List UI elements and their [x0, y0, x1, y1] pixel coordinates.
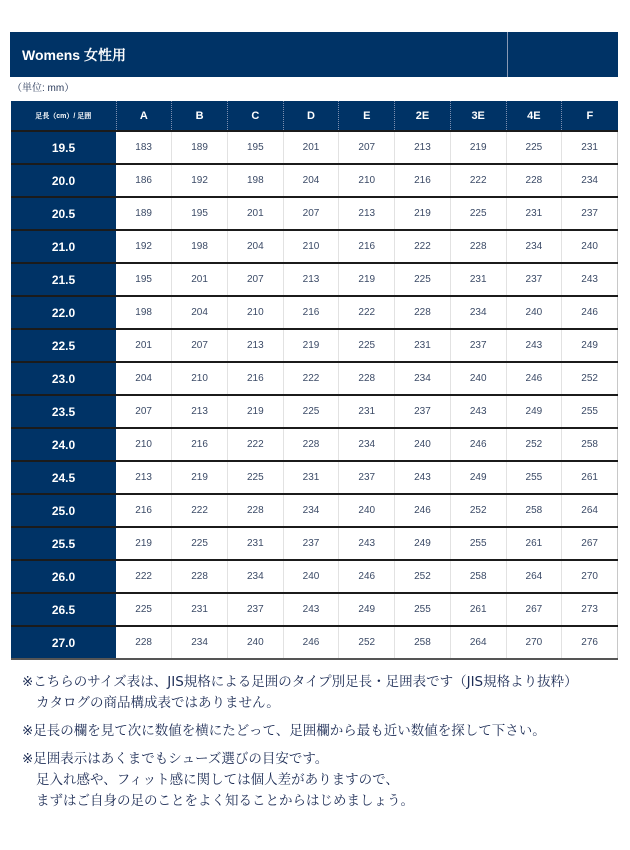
girth-value-cell: 249 [562, 329, 618, 362]
note-line: カタログの商品構成表ではありません。 [36, 695, 280, 711]
girth-value-cell: 216 [116, 494, 172, 527]
girth-value-cell: 231 [339, 395, 395, 428]
note-paragraph [22, 749, 622, 812]
girth-value-cell: 258 [506, 494, 562, 527]
girth-value-cell: 252 [395, 560, 451, 593]
table-row [11, 131, 618, 164]
girth-value-cell: 231 [172, 593, 228, 626]
girth-value-cell: 222 [227, 428, 283, 461]
girth-value-cell: 237 [395, 395, 451, 428]
girth-value-cell: 240 [562, 230, 618, 263]
girth-value-cell: 246 [506, 362, 562, 395]
girth-value-cell: 231 [450, 263, 506, 296]
girth-value-cell: 258 [562, 428, 618, 461]
notes-section [22, 672, 622, 819]
girth-value-cell: 234 [395, 362, 451, 395]
column-header: 2E [395, 101, 451, 131]
foot-length-cell: 26.5 [11, 593, 116, 626]
table-row [11, 626, 618, 659]
girth-value-cell: 210 [172, 362, 228, 395]
foot-length-cell: 20.5 [11, 197, 116, 230]
girth-value-cell: 222 [116, 560, 172, 593]
girth-value-cell: 225 [506, 131, 562, 164]
girth-value-cell: 252 [339, 626, 395, 659]
girth-value-cell: 222 [339, 296, 395, 329]
corner-header: 足長（cm）/ 足囲 [11, 101, 116, 131]
foot-length-cell: 21.5 [11, 263, 116, 296]
girth-value-cell: 213 [116, 461, 172, 494]
header-row [11, 101, 618, 131]
girth-value-cell: 261 [450, 593, 506, 626]
girth-value-cell: 222 [283, 362, 339, 395]
note-line: ※こちらのサイズ表は、JIS規格による足囲のタイプ別足長・足囲表です（JIS規格より抜粋） [22, 674, 578, 690]
girth-value-cell: 276 [562, 626, 618, 659]
girth-value-cell: 273 [562, 593, 618, 626]
girth-value-cell: 243 [283, 593, 339, 626]
girth-value-cell: 264 [450, 626, 506, 659]
girth-value-cell: 246 [395, 494, 451, 527]
girth-value-cell: 210 [339, 164, 395, 197]
girth-value-cell: 222 [450, 164, 506, 197]
girth-value-cell: 234 [227, 560, 283, 593]
girth-value-cell: 237 [227, 593, 283, 626]
girth-value-cell: 234 [283, 494, 339, 527]
girth-value-cell: 267 [562, 527, 618, 560]
girth-value-cell: 237 [506, 263, 562, 296]
girth-value-cell: 246 [339, 560, 395, 593]
girth-value-cell: 234 [562, 164, 618, 197]
column-header: 3E [450, 101, 506, 131]
column-header: 4E [506, 101, 562, 131]
girth-value-cell: 228 [450, 230, 506, 263]
girth-value-cell: 243 [395, 461, 451, 494]
girth-value-cell: 183 [116, 131, 172, 164]
girth-value-cell: 225 [339, 329, 395, 362]
girth-value-cell: 258 [450, 560, 506, 593]
column-header: A [116, 101, 172, 131]
table-body [11, 131, 618, 659]
girth-value-cell: 210 [283, 230, 339, 263]
table-row [11, 428, 618, 461]
girth-value-cell: 228 [172, 560, 228, 593]
girth-value-cell: 240 [339, 494, 395, 527]
foot-length-cell: 23.5 [11, 395, 116, 428]
girth-value-cell: 255 [395, 593, 451, 626]
girth-value-cell: 204 [227, 230, 283, 263]
girth-value-cell: 228 [339, 362, 395, 395]
girth-value-cell: 264 [562, 494, 618, 527]
table-row [11, 164, 618, 197]
girth-value-cell: 219 [227, 395, 283, 428]
girth-value-cell: 231 [283, 461, 339, 494]
table-row [11, 263, 618, 296]
girth-value-cell: 192 [172, 164, 228, 197]
girth-value-cell: 246 [562, 296, 618, 329]
girth-value-cell: 261 [562, 461, 618, 494]
girth-value-cell: 234 [172, 626, 228, 659]
table-row [11, 329, 618, 362]
girth-value-cell: 222 [395, 230, 451, 263]
girth-value-cell: 225 [172, 527, 228, 560]
girth-value-cell: 222 [172, 494, 228, 527]
girth-value-cell: 225 [227, 461, 283, 494]
girth-value-cell: 231 [227, 527, 283, 560]
note-line: ※足長の欄を見て次に数値を横にたどって、足囲欄から最も近い数値を探して下さい。 [22, 723, 546, 739]
foot-length-cell: 25.0 [11, 494, 116, 527]
girth-value-cell: 228 [395, 296, 451, 329]
girth-value-cell: 189 [172, 131, 228, 164]
girth-value-cell: 219 [283, 329, 339, 362]
girth-value-cell: 192 [116, 230, 172, 263]
girth-value-cell: 210 [227, 296, 283, 329]
size-chart-table [11, 101, 618, 660]
foot-length-cell: 21.0 [11, 230, 116, 263]
foot-length-cell: 26.0 [11, 560, 116, 593]
foot-length-cell: 20.0 [11, 164, 116, 197]
note-line: まずはご自身の足のことをよく知ることからはじめましょう。 [36, 793, 414, 809]
note-line: 足入れ感や、フィット感に関しては個人差がありますので、 [36, 772, 399, 788]
foot-length-cell: 24.0 [11, 428, 116, 461]
column-header: C [227, 101, 283, 131]
banner-spacer [508, 32, 618, 77]
foot-length-cell: 23.0 [11, 362, 116, 395]
girth-value-cell: 252 [506, 428, 562, 461]
girth-value-cell: 225 [395, 263, 451, 296]
page-title: Womens 女性用 [10, 32, 508, 77]
girth-value-cell: 213 [283, 263, 339, 296]
girth-value-cell: 219 [339, 263, 395, 296]
foot-length-cell: 27.0 [11, 626, 116, 659]
column-header: B [172, 101, 228, 131]
girth-value-cell: 240 [450, 362, 506, 395]
girth-value-cell: 237 [562, 197, 618, 230]
girth-value-cell: 240 [227, 626, 283, 659]
table-row [11, 362, 618, 395]
girth-value-cell: 243 [450, 395, 506, 428]
note-paragraph [22, 721, 622, 742]
girth-value-cell: 249 [506, 395, 562, 428]
foot-length-cell: 24.5 [11, 461, 116, 494]
girth-value-cell: 213 [227, 329, 283, 362]
girth-value-cell: 246 [283, 626, 339, 659]
girth-value-cell: 201 [116, 329, 172, 362]
girth-value-cell: 234 [450, 296, 506, 329]
girth-value-cell: 213 [339, 197, 395, 230]
foot-length-cell: 22.0 [11, 296, 116, 329]
girth-value-cell: 249 [395, 527, 451, 560]
girth-value-cell: 219 [116, 527, 172, 560]
girth-value-cell: 207 [172, 329, 228, 362]
girth-value-cell: 216 [395, 164, 451, 197]
girth-value-cell: 228 [506, 164, 562, 197]
girth-value-cell: 270 [562, 560, 618, 593]
girth-value-cell: 225 [116, 593, 172, 626]
table-row [11, 197, 618, 230]
girth-value-cell: 264 [506, 560, 562, 593]
girth-value-cell: 246 [450, 428, 506, 461]
girth-value-cell: 243 [339, 527, 395, 560]
girth-value-cell: 240 [283, 560, 339, 593]
girth-value-cell: 204 [116, 362, 172, 395]
girth-value-cell: 207 [116, 395, 172, 428]
column-header: D [283, 101, 339, 131]
girth-value-cell: 243 [506, 329, 562, 362]
girth-value-cell: 234 [339, 428, 395, 461]
girth-value-cell: 243 [562, 263, 618, 296]
girth-value-cell: 201 [172, 263, 228, 296]
girth-value-cell: 258 [395, 626, 451, 659]
girth-value-cell: 240 [506, 296, 562, 329]
column-header: F [562, 101, 618, 131]
girth-value-cell: 213 [172, 395, 228, 428]
girth-value-cell: 237 [450, 329, 506, 362]
girth-value-cell: 252 [450, 494, 506, 527]
girth-value-cell: 195 [227, 131, 283, 164]
girth-value-cell: 231 [506, 197, 562, 230]
note-line: ※足囲表示はあくまでもシューズ選びの目安です。 [22, 751, 329, 767]
table-row [11, 494, 618, 527]
girth-value-cell: 213 [395, 131, 451, 164]
girth-value-cell: 225 [283, 395, 339, 428]
table-row [11, 230, 618, 263]
table-row [11, 461, 618, 494]
girth-value-cell: 198 [116, 296, 172, 329]
girth-value-cell: 228 [116, 626, 172, 659]
girth-value-cell: 267 [506, 593, 562, 626]
title-banner [10, 32, 618, 77]
unit-label: （単位: mm） [12, 83, 75, 94]
girth-value-cell: 216 [339, 230, 395, 263]
girth-value-cell: 249 [450, 461, 506, 494]
girth-value-cell: 219 [450, 131, 506, 164]
girth-value-cell: 225 [450, 197, 506, 230]
girth-value-cell: 219 [395, 197, 451, 230]
girth-value-cell: 201 [227, 197, 283, 230]
girth-value-cell: 207 [227, 263, 283, 296]
girth-value-cell: 255 [562, 395, 618, 428]
foot-length-cell: 19.5 [11, 131, 116, 164]
girth-value-cell: 198 [172, 230, 228, 263]
girth-value-cell: 270 [506, 626, 562, 659]
girth-value-cell: 249 [339, 593, 395, 626]
girth-value-cell: 201 [283, 131, 339, 164]
girth-value-cell: 228 [227, 494, 283, 527]
girth-value-cell: 234 [506, 230, 562, 263]
girth-value-cell: 195 [116, 263, 172, 296]
column-header: E [339, 101, 395, 131]
girth-value-cell: 186 [116, 164, 172, 197]
girth-value-cell: 216 [283, 296, 339, 329]
girth-value-cell: 252 [562, 362, 618, 395]
table-row [11, 593, 618, 626]
girth-value-cell: 231 [395, 329, 451, 362]
girth-value-cell: 237 [283, 527, 339, 560]
girth-value-cell: 228 [283, 428, 339, 461]
table-row [11, 296, 618, 329]
girth-value-cell: 198 [227, 164, 283, 197]
girth-value-cell: 204 [283, 164, 339, 197]
table-row [11, 560, 618, 593]
girth-value-cell: 255 [450, 527, 506, 560]
girth-value-cell: 261 [506, 527, 562, 560]
girth-value-cell: 207 [339, 131, 395, 164]
girth-value-cell: 216 [227, 362, 283, 395]
girth-value-cell: 240 [395, 428, 451, 461]
foot-length-cell: 25.5 [11, 527, 116, 560]
girth-value-cell: 219 [172, 461, 228, 494]
girth-value-cell: 216 [172, 428, 228, 461]
girth-value-cell: 207 [283, 197, 339, 230]
girth-value-cell: 204 [172, 296, 228, 329]
girth-value-cell: 195 [172, 197, 228, 230]
table-row [11, 527, 618, 560]
girth-value-cell: 210 [116, 428, 172, 461]
note-paragraph [22, 672, 622, 714]
girth-value-cell: 189 [116, 197, 172, 230]
table-row [11, 395, 618, 428]
foot-length-cell: 22.5 [11, 329, 116, 362]
girth-value-cell: 231 [562, 131, 618, 164]
girth-value-cell: 255 [506, 461, 562, 494]
girth-value-cell: 237 [339, 461, 395, 494]
